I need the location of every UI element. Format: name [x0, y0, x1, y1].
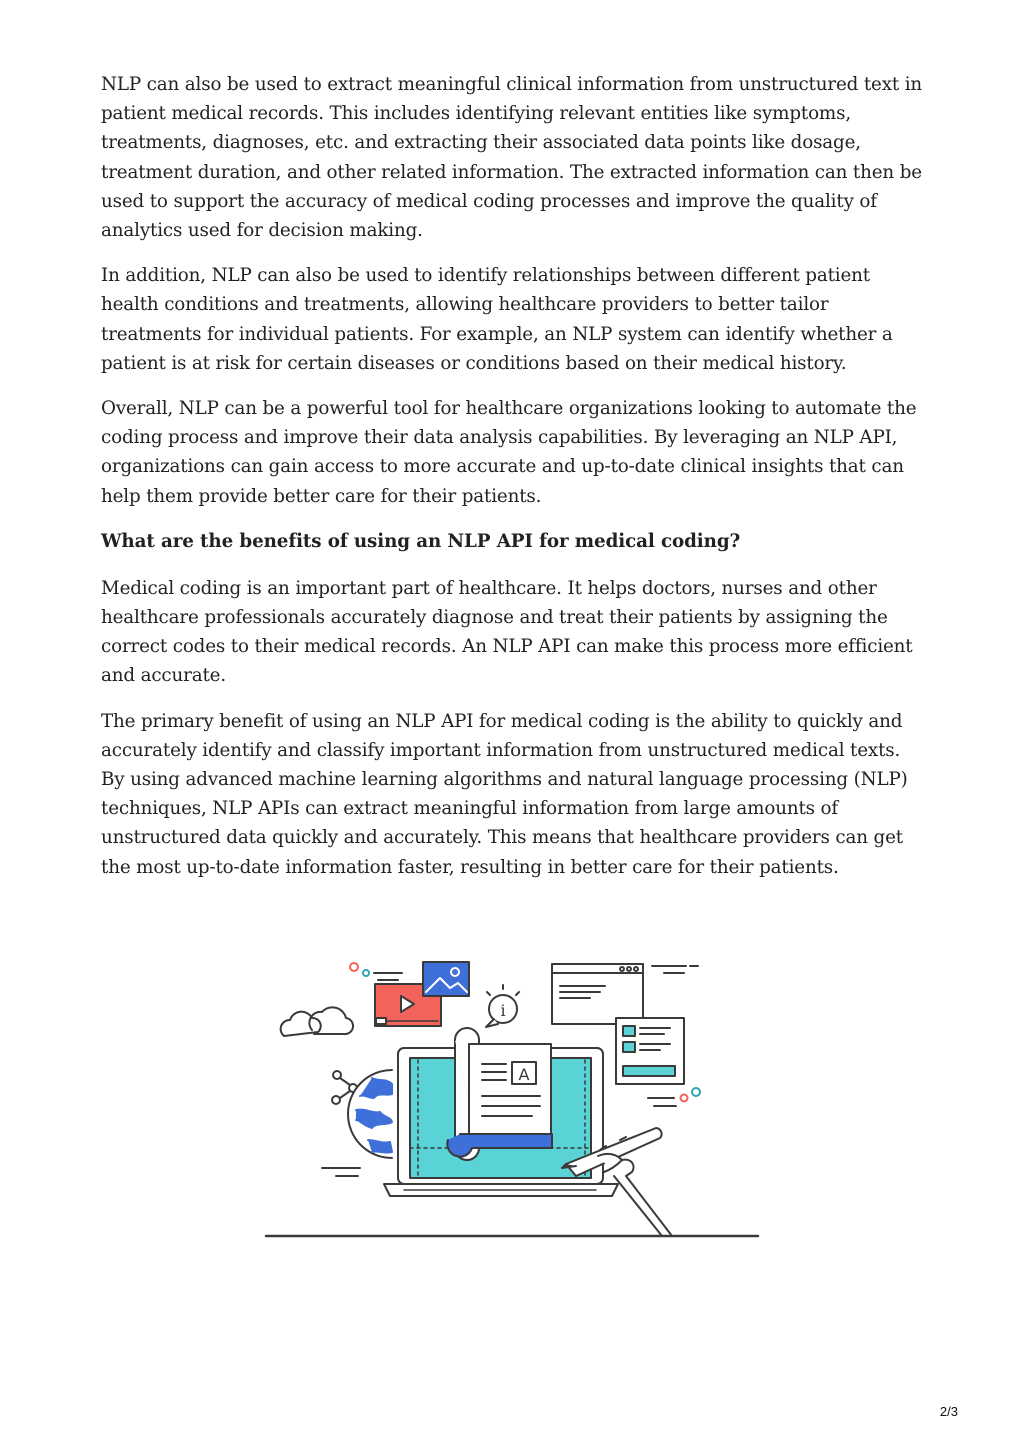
- paragraph-medical-coding: [101, 574, 927, 691]
- text-line: patient medical records. This includes identifying relevant entities like symptoms,: [101, 103, 852, 125]
- text-line: help them provide better care for their patients.: [101, 485, 542, 507]
- text-line: and accurate.: [101, 665, 227, 687]
- cloud-icon: [281, 1007, 353, 1036]
- text-line: treatments, diagnoses, etc. and extracting their associated data points like dosage,: [101, 132, 861, 154]
- text-line: health conditions and treatments, allowing healthcare providers to better tailor: [101, 294, 829, 316]
- paragraph-relationships: [101, 261, 927, 378]
- paragraph-overall: [101, 394, 927, 511]
- document-letter: A: [518, 1065, 530, 1084]
- text-line: Overall, NLP can be a powerful tool for healthcare organizations looking to automate the: [101, 398, 917, 420]
- paragraph-clinical-extraction: [101, 70, 927, 245]
- text-line: In addition, NLP can also be used to identify relationships between different patient: [101, 265, 870, 287]
- form-card-icon: [616, 1018, 684, 1084]
- globe-icon: [322, 1070, 392, 1176]
- page-number: 2/3: [939, 1404, 958, 1419]
- text-line: healthcare professionals accurately diagnose and treat their patients by assigning the: [101, 607, 888, 629]
- image-icon: [423, 962, 469, 996]
- text-line: accurately identify and classify important information from unstructured medical texts.: [101, 739, 901, 761]
- dot-red-icon: [681, 1095, 688, 1102]
- dot-red-icon: [350, 963, 358, 971]
- text-line: patient is at risk for certain diseases or conditions based on their medical history.: [101, 352, 847, 374]
- paragraph-primary-benefit: [101, 707, 927, 882]
- text-line: unstructured data quickly and accurately. This means that healthcare providers can get: [101, 827, 903, 849]
- text-line: used to support the accuracy of medical coding processes and improve the quality of: [101, 190, 877, 212]
- browser-window-icon: [552, 964, 698, 1024]
- text-line: treatments for individual patients. For example, an NLP system can identify whether a: [101, 323, 893, 345]
- info-bubble-icon: [486, 985, 519, 1027]
- text-line: treatment duration, and other related information. The extracted information can then be: [101, 161, 922, 183]
- text-line: organizations can gain access to more accurate and up-to-date clinical insights that can: [101, 456, 904, 478]
- text-line: By using advanced machine learning algorithms and natural language processing (NLP): [101, 769, 908, 791]
- text-line: analytics used for decision making.: [101, 220, 423, 242]
- text-line: coding process and improve their data analysis capabilities. By leveraging an NLP API,: [101, 427, 898, 449]
- section-heading: What are the benefits of using an NLP API for medical coding?: [101, 530, 741, 552]
- info-letter: i: [500, 1001, 506, 1020]
- text-line: The primary benefit of using an NLP API for medical coding is the ability to quickly and: [101, 710, 903, 732]
- dot-teal-icon: [363, 970, 369, 976]
- text-line: techniques, NLP APIs can extract meaningful information from large amounts of: [101, 798, 839, 820]
- text-line: Medical coding is an important part of healthcare. It helps doctors, nurses and other: [101, 577, 877, 599]
- text-line: NLP can also be used to extract meaningful clinical information from unstructured text in: [101, 74, 923, 95]
- text-line: the most up-to-date information faster, resulting in better care for their patients.: [101, 856, 839, 878]
- nlp-laptop-illustration: [262, 952, 762, 1242]
- text-line: correct codes to their medical records. An NLP API can make this process more efficient: [101, 636, 913, 658]
- content-column: [101, 70, 927, 898]
- document-scroll-icon: [447, 1028, 552, 1160]
- dot-teal-icon: [692, 1088, 700, 1096]
